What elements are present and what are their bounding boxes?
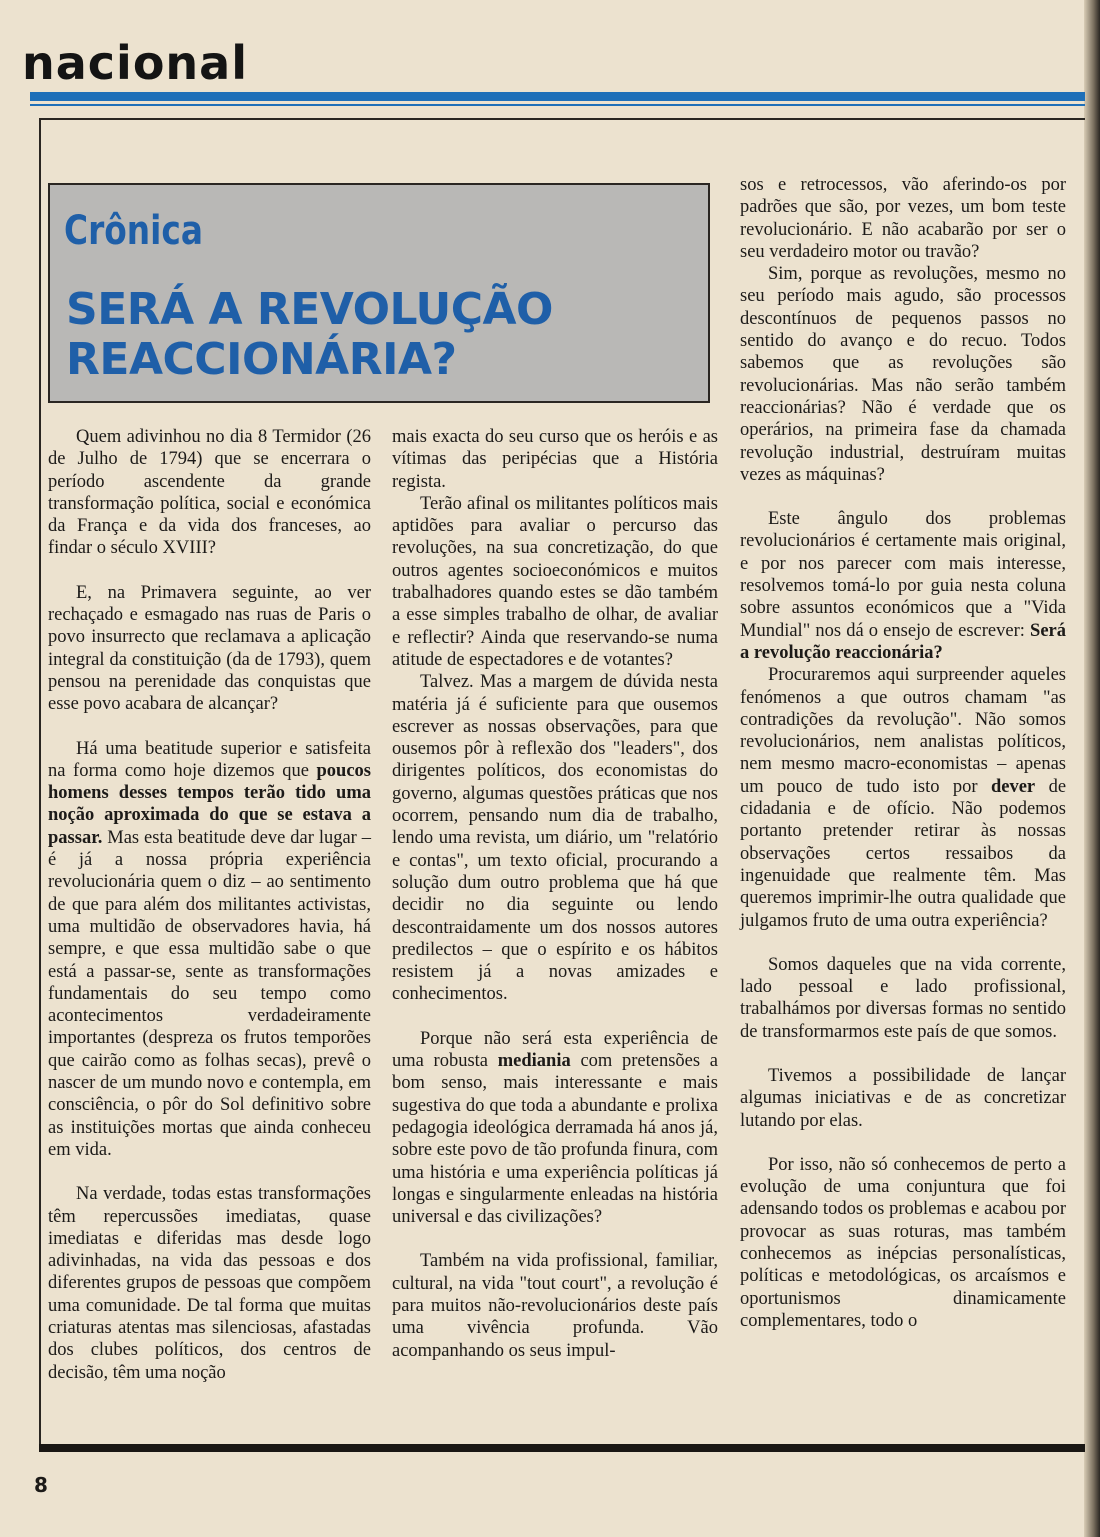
paragraph: Talvez. Mas a margem de dúvida nesta matéria já é suficiente para que ousemos escrever as nossas observações, para que ousemos pôr à reflexão dos "leaders", dos dirigentes políticos, dos economistas do governo, algumas questões práticas que nos ocorrem, pensando num dia de trabalho, lendo uma revista, um diário, um "relatório e contas", um texto oficial, procurando a solução dum outro problema que há que decidir no dia seguinte ou lendo descontraidamente um dos nossos autores predilectos – que o espírito e os hábitos resistem já a novas amizades e conhecimentos. [392,672,718,1005]
section-title: nacional [22,36,248,90]
paragraph: Há uma beatitude superior e satisfeita na forma como hoje dizemos que poucos homens desses tempos terão tido uma noção aproximada do que se estava a passar. Mas esta beatitude deve dar lugar – é já a nossa própria experiência revolucionária quem o diz – ao sentimento de que para além dos militantes activistas, uma multidão de observadores havia, há sempre, e que essa multidão sabe o que está a passar-se, sente as transformações fundamentais do seu tempo como acontecimentos verdadeiramente importantes (despreza os frutos temporões que cairão como as folhas secas), prevê o nascer de um mundo novo e contempla, em consciência, o pôr do Sol definitivo sobre as instituições mortas que ainda conheceu em vida. [48,738,371,1160]
frame-top-border [40,118,1085,120]
paragraph: Por isso, não só conhecemos de perto a evolução de uma conjuntura que foi adensando todos os problemas e acabou por provocar as suas roturas, mas também conhecemos as inépcias personalísticas, políticas e metodológicas, os arcaísmos e oportunismos dinamicamente complementares, todo o [740,1154,1066,1331]
page-number: 8 [34,1473,48,1497]
paragraph: Na verdade, todas estas transformações têm repercussões imediatas, quase imediatas e diferidas mas desde logo adivinhadas, na vida das pessoas e dos diferentes grupos de pessoas que compõem uma comunidade. De tal forma que muitas criaturas atentas mas silenciosas, afastadas dos clubes políticos, dos centros de decisão, têm uma noção [48,1184,371,1383]
headline-box [48,183,710,403]
kicker: Crônica [64,208,203,254]
bold-phrase: Será a revolução reaccionária? [740,620,1067,663]
article-column-3 [740,174,1066,1332]
header-rule [30,92,1085,101]
bold-phrase: poucos homens desses tempos terão tido uma noção aproximada do que se estava a passar. [48,760,371,848]
paragraph: sos e retrocessos, vão aferindo-os por padrões que são, por vezes, um bom teste revolucionário. E não acabarão por ser o seu verdadeiro motor ou travão? [740,175,1066,262]
paragraph: Quem adivinhou no dia 8 Termidor (26 de Julho de 1794) que se encerrara o período ascendente da grande transformação política, social e económica da França e da vida dos franceses, ao findar o século XVIII? [48,427,371,559]
bold-phrase: dever [990,776,1036,797]
frame-left-border [39,118,41,1448]
article-column-2 [392,426,718,1362]
paragraph: Procuraremos aqui surpreender aqueles fenómenos a que outros chamam "as contradições da revolução". Não somos revolucionários, nem analistas políticos, nem mesmo macro-economistas – apenas um pouco de tudo isto por dever de cidadania e de ofício. Não podemos portanto pretender retirar às nossas observações certos ressaibos da ingenuidade que realmente têm. Mas queremos imprimir-lhe outra qualidade que julgamos fruto de uma outra experiência? [740,665,1067,931]
paragraph: Este ângulo dos problemas revolucionários é certamente mais original, e por nos parecer com mais interesse, resolvemos tomá-lo por guia nesta coluna sobre assuntos económicos que a "Vida Mundial" nos dá o ensejo de escrever: Será a revolução reaccionária? [740,509,1067,663]
article-column-1 [48,426,371,1384]
page-edge [1084,0,1100,1537]
paragraph: Tivemos a possibilidade de lançar algumas iniciativas e de as concretizar lutando por elas. [740,1065,1066,1131]
header-rule-thin [30,104,1085,106]
frame-bottom-border [39,1444,1085,1452]
paragraph: Também na vida profissional, familiar, cultural, na vida "tout court", a revolução é para muitos não-revolucionários deste país uma vivência profunda. Vão acompanhando os seus impul- [392,1251,718,1361]
headline: SERÁ A REVOLUÇÃO REACCIONÁRIA? [66,284,553,385]
paragraph: Terão afinal os militantes políticos mais aptidões para avaliar o percurso das revoluções, na sua concretização, do que outros agentes socioeconómicos e muitos trabalhadores quando estes se dão também a esse simples trabalho de olhar, de avaliar e reflectir? Ainda que reservando-se numa atitude de espectadores e de votantes? [392,493,718,670]
paragraph: mais exacta do seu curso que os heróis e as vítimas das peripécias que a História regista. [392,427,718,492]
paragraph: E, na Primavera seguinte, ao ver rechaçado e esmagado nas ruas de Paris o povo insurrecto que reclamava a aplicação integral da constituição (da de 1793), quem pensou na perenidade das conquistas que esse povo acabara de alcançar? [48,582,371,715]
paragraph: Sim, porque as revoluções, mesmo no seu período mais agudo, são processos descontínuos de pequenos passos no sentido do avanço e do recuo. Todos sabemos que as revoluções são revolucionárias. Mas não serão também reaccionárias? Não é verdade que os operários, na primeira fase da chamada revolução industrial, destruíram muitas vezes as máquinas? [740,264,1066,485]
paragraph: Porque não será esta experiência de uma robusta mediania com pretensões a bom senso, mais interessante e mais sugestiva do que toda a abundante e prolixa pedagogia ideológica derramada há anos já, sobre este povo de tão profunda finura, com uma história e uma experiência políticas já longas e singularmente enleadas na história universal e das civilizações? [392,1028,719,1228]
paragraph: Somos daqueles que na vida corrente, lado pessoal e lado profissional, trabalhámos por diversas formas no sentido de transformarmos este país de que somos. [740,954,1066,1042]
bold-phrase: mediania [497,1051,571,1072]
